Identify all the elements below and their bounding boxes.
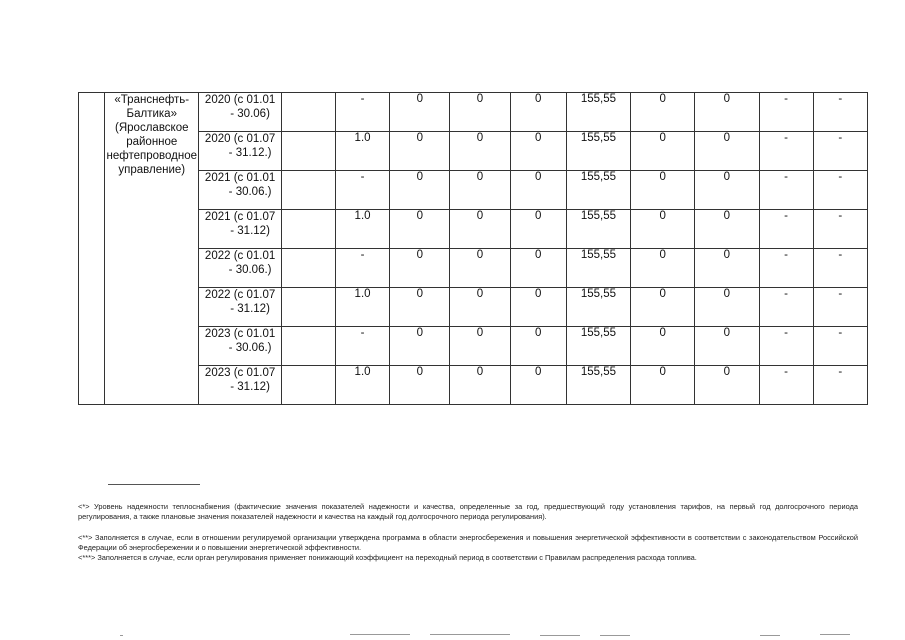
value-cell-6: 155,55 [566,132,630,171]
period-line-1: 2023 (с 01.07 [204,367,276,379]
value-cell-4: 0 [450,366,510,405]
period-line-2: - 31.12.) [228,147,272,159]
value-cell-10: - [813,327,867,366]
value-cell-2: 1.0 [335,366,389,405]
value-cell-7: 0 [631,171,695,210]
period-line-1: 2021 (с 01.07 [204,211,276,223]
value-cell-1 [281,288,335,327]
value-cell-2: - [335,93,389,132]
period-line-1: 2021 (с 01.01 [204,172,276,184]
period-cell [199,288,281,327]
value-cell-3: 0 [390,327,450,366]
value-cell-6: 155,55 [566,249,630,288]
value-cell-4: 0 [450,210,510,249]
value-cell-7: 0 [631,288,695,327]
period-line-1: 2022 (с 01.01 [204,250,276,262]
value-cell-10: - [813,249,867,288]
period-line-2: - 31.12) [230,225,270,237]
value-cell-10: - [813,93,867,132]
period-line-2: - 30.06) [230,108,270,120]
value-cell-1 [281,210,335,249]
period-cell [199,366,281,405]
value-cell-4: 0 [450,93,510,132]
value-cell-3: 0 [390,366,450,405]
value-cell-6: 155,55 [566,171,630,210]
value-cell-5: 0 [510,366,566,405]
period-cell [199,327,281,366]
tariff-table [78,92,868,405]
value-cell-6: 155,55 [566,210,630,249]
value-cell-8: 0 [695,249,759,288]
value-cell-5: 0 [510,288,566,327]
value-cell-1 [281,132,335,171]
value-cell-3: 0 [390,288,450,327]
value-cell-2: 1.0 [335,210,389,249]
period-line-1: 2020 (с 01.07 [204,133,276,145]
value-cell-7: 0 [631,132,695,171]
value-cell-9: - [759,171,813,210]
period-line-1: 2023 (с 01.01 [204,328,276,340]
value-cell-10: - [813,366,867,405]
value-cell-9: - [759,288,813,327]
table-row [79,93,868,132]
value-cell-7: 0 [631,327,695,366]
period-line-1: 2020 (с 01.01 [204,94,276,106]
period-line-2: - 30.06.) [228,264,272,276]
value-cell-6: 155,55 [566,93,630,132]
period-line-2: - 30.06.) [228,342,272,354]
value-cell-4: 0 [450,249,510,288]
footnote-separator [108,484,200,485]
value-cell-4: 0 [450,327,510,366]
period-line-2: - 31.12) [230,381,270,393]
value-cell-9: - [759,327,813,366]
value-cell-7: 0 [631,210,695,249]
value-cell-4: 0 [450,288,510,327]
value-cell-9: - [759,210,813,249]
value-cell-5: 0 [510,171,566,210]
value-cell-9: - [759,249,813,288]
period-cell [199,132,281,171]
value-cell-4: 0 [450,132,510,171]
period-line-2: - 31.12) [230,303,270,315]
value-cell-5: 0 [510,327,566,366]
value-cell-2: 1.0 [335,288,389,327]
scan-artifacts [0,630,905,640]
organization-cell: «Транснефть-Балтика» (Ярославское районное нефтепроводное управление) [105,93,199,405]
value-cell-1 [281,93,335,132]
value-cell-9: - [759,93,813,132]
value-cell-6: 155,55 [566,366,630,405]
value-cell-5: 0 [510,249,566,288]
value-cell-6: 155,55 [566,327,630,366]
value-cell-7: 0 [631,249,695,288]
value-cell-5: 0 [510,132,566,171]
footnote-1: <*> Уровень надежности теплоснабжения (фактические значения показателей надежности и качества, определенные за год, предшествующий году установления тарифов, на первый год долгосрочного периода регулирования, а также плановые значения показателей надежности и качества на каждый год долгосрочного периода регулирования). [78,502,858,521]
period-line-2: - 30.06.) [228,186,272,198]
value-cell-1 [281,171,335,210]
value-cell-8: 0 [695,288,759,327]
value-cell-3: 0 [390,249,450,288]
value-cell-7: 0 [631,93,695,132]
value-cell-5: 0 [510,210,566,249]
footnote-3: <***> Заполняется в случае, если орган регулирования применяет понижающий коэффициент на переходный период в соответствии с Правилам распределения расхода топлива. [78,553,697,562]
value-cell-6: 155,55 [566,288,630,327]
value-cell-2: - [335,171,389,210]
table-body [79,93,868,405]
value-cell-3: 0 [390,93,450,132]
value-cell-3: 0 [390,171,450,210]
row-number-cell [79,93,105,405]
value-cell-10: - [813,171,867,210]
value-cell-8: 0 [695,171,759,210]
value-cell-1 [281,249,335,288]
value-cell-2: 1.0 [335,132,389,171]
value-cell-2: - [335,249,389,288]
value-cell-10: - [813,210,867,249]
value-cell-9: - [759,366,813,405]
value-cell-8: 0 [695,366,759,405]
value-cell-8: 0 [695,132,759,171]
value-cell-2: - [335,327,389,366]
value-cell-5: 0 [510,93,566,132]
value-cell-8: 0 [695,210,759,249]
period-line-1: 2022 (с 01.07 [204,289,276,301]
value-cell-4: 0 [450,171,510,210]
period-cell [199,210,281,249]
value-cell-10: - [813,288,867,327]
value-cell-3: 0 [390,210,450,249]
period-cell [199,93,281,132]
value-cell-9: - [759,132,813,171]
value-cell-7: 0 [631,366,695,405]
period-cell [199,249,281,288]
value-cell-8: 0 [695,327,759,366]
value-cell-8: 0 [695,93,759,132]
value-cell-1 [281,327,335,366]
period-cell [199,171,281,210]
value-cell-10: - [813,132,867,171]
footnote-2: <**> Заполняется в случае, если в отношении регулируемой организации утверждена программа в области энергосбережения и повышения энергетической эффективности в соответствии с законодательством Российской Федерации об энергосбережении и о повышении энергетической эффективности. [78,533,858,552]
value-cell-3: 0 [390,132,450,171]
value-cell-1 [281,366,335,405]
